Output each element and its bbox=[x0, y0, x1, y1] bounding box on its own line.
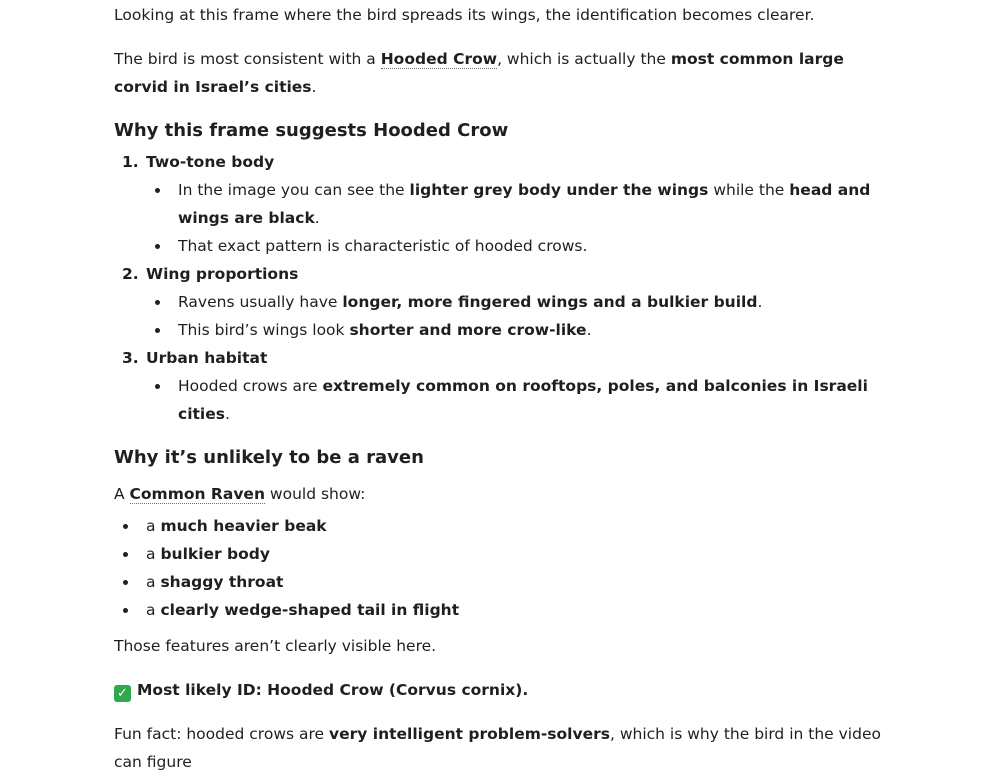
reason-number: 2. bbox=[122, 265, 139, 283]
intro-paragraph: Looking at this frame where the bird spreads its wings, the identification becomes clearer. bbox=[114, 6, 815, 24]
assistant-message bbox=[114, 0, 884, 776]
fun-fact-paragraph: Fun fact: hooded crows are very intelligent problem-solvers, which is why the bird in the video can figure bbox=[114, 725, 881, 771]
reason-point: In the image you can see the lighter grey body under the wings while the head and wings are black. bbox=[146, 176, 884, 232]
reason-title: Two-tone body bbox=[146, 153, 275, 171]
reason-number: 3. bbox=[122, 349, 139, 367]
reason-item bbox=[114, 344, 884, 428]
reason-point: Ravens usually have longer, more fingered wings and a bulkier build. bbox=[146, 288, 884, 316]
reason-points-list bbox=[146, 288, 884, 344]
reason-point: That exact pattern is characteristic of hooded crows. bbox=[146, 232, 884, 260]
reason-item bbox=[114, 148, 884, 260]
reason-title: Urban habitat bbox=[146, 349, 268, 367]
check-mark-icon: ✓ bbox=[114, 685, 131, 702]
raven-traits-list bbox=[114, 512, 884, 624]
raven-trait-item: a clearly wedge-shaped tail in flight bbox=[114, 596, 884, 624]
reason-point: This bird’s wings look shorter and more crow-like. bbox=[146, 316, 884, 344]
reason-points-list bbox=[146, 176, 884, 260]
reason-item bbox=[114, 260, 884, 344]
main-statement-paragraph: The bird is most consistent with a Hooded Crow, which is actually the most common large corvid in Israel’s cities. bbox=[114, 50, 844, 96]
verdict-text: Most likely ID: Hooded Crow (Corvus cornix). bbox=[137, 681, 529, 699]
reason-number: 1. bbox=[122, 153, 139, 171]
raven-intro-paragraph: A Common Raven would show: bbox=[114, 485, 366, 503]
frame-reasons-list bbox=[114, 148, 884, 428]
reason-point: Hooded crows are extremely common on rooftops, poles, and balconies in Israeli cities. bbox=[146, 372, 884, 428]
common-raven-link[interactable]: Common Raven bbox=[129, 485, 265, 503]
not-visible-note: Those features aren’t clearly visible here. bbox=[114, 637, 437, 655]
raven-trait-item: a bulkier body bbox=[114, 540, 884, 568]
reason-points-list bbox=[146, 372, 884, 428]
raven-trait-item: a shaggy throat bbox=[114, 568, 884, 596]
verdict-line bbox=[114, 676, 884, 704]
raven-trait-item: a much heavier beak bbox=[114, 512, 884, 540]
raven-comparison-heading: Why it’s unlikely to be a raven bbox=[114, 447, 424, 468]
reason-title: Wing proportions bbox=[146, 265, 299, 283]
frame-evidence-heading: Why this frame suggests Hooded Crow bbox=[114, 120, 509, 141]
hooded-crow-link[interactable]: Hooded Crow bbox=[380, 50, 498, 68]
